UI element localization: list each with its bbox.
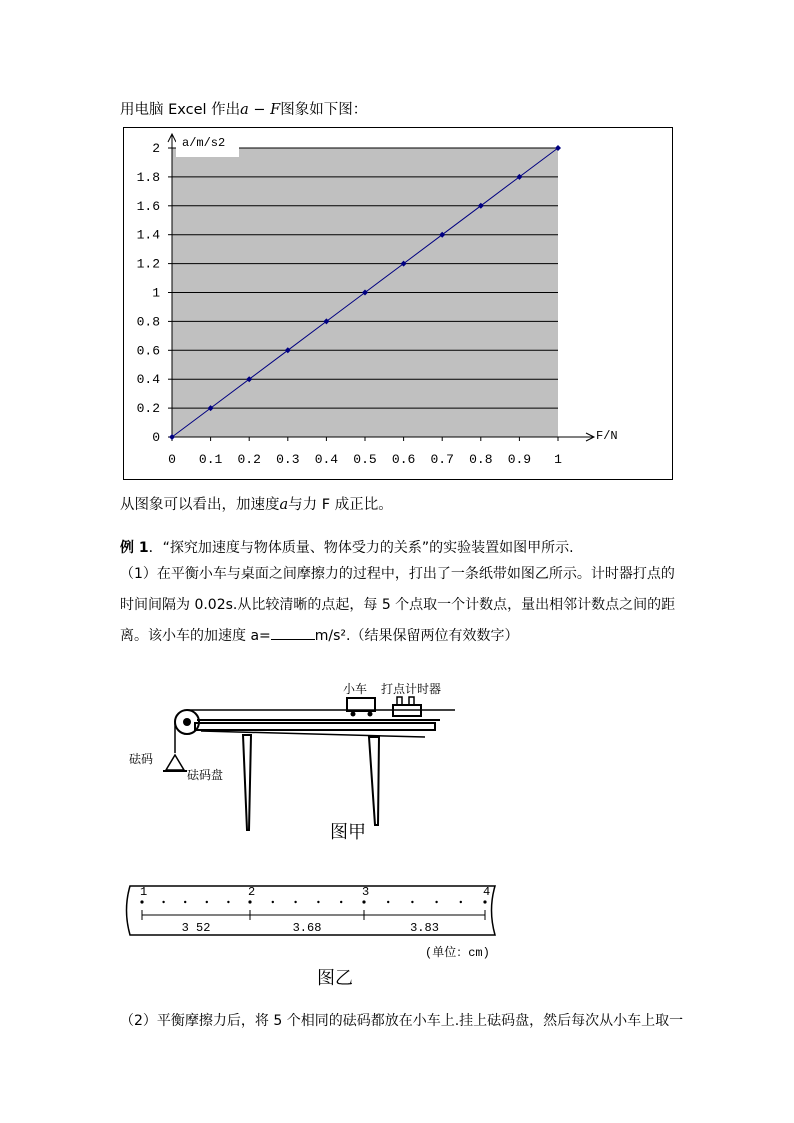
intro-formula: a − F: [240, 102, 281, 118]
label-timer: 打点计时器: [381, 683, 442, 697]
intro-prefix: 用电脑 Excel 作出: [120, 102, 241, 118]
caption-b: 图乙: [317, 970, 353, 990]
q1-line3: [120, 625, 518, 645]
example-title: [120, 537, 574, 557]
x-tick-label: 0.7: [430, 452, 454, 467]
intro-suffix: 图象如下图：: [280, 102, 368, 118]
x-tick-label: 0.8: [469, 452, 493, 467]
example-label: 例 1: [120, 540, 149, 556]
count-point: [140, 900, 143, 903]
q2-line1: （2）平衡摩擦力后，将 5 个相同的砝码都放在小车上.挂上砝码盘，然后每次从小车上取一: [120, 1013, 684, 1029]
example-title-text: ．“探究加速度与物体质量、物体受力的关系”的实验装置如图甲所示.: [148, 540, 574, 556]
y-tick-label: 0.4: [136, 372, 160, 388]
board-end: [201, 731, 425, 737]
answer-blank: [271, 627, 315, 640]
y-tick-label: 2: [152, 141, 160, 156]
a-f-chart: [124, 128, 672, 479]
tape-dot: [184, 901, 186, 903]
count-point-label: 3: [362, 885, 370, 899]
conclusion-prefix: 从图象可以看出，加速度: [120, 497, 280, 513]
figure-b: [120, 880, 510, 990]
tape-dot: [317, 901, 319, 903]
tape-unit: (单位：cm): [425, 946, 490, 960]
y-tick-label: 1.8: [136, 169, 160, 185]
conclusion-a: a: [279, 497, 289, 513]
count-point-label: 4: [483, 885, 491, 899]
weight-pan: [166, 755, 184, 770]
tape-dot: [340, 901, 342, 903]
x-tick-label: 0.4: [314, 452, 339, 467]
cart: [347, 698, 375, 711]
y-tick-label: 1.6: [136, 198, 160, 214]
count-point-label: 1: [140, 885, 148, 899]
y-tick-label: 1.2: [136, 256, 160, 272]
y-axis-label: a/m/s2: [182, 136, 226, 150]
y-tick-label: 0.2: [136, 401, 160, 417]
label-cart: 小车: [343, 683, 368, 697]
caption-a: 图甲: [330, 824, 366, 844]
conclusion-suffix: 与力 F 成正比。: [288, 497, 393, 513]
x-tick-label: 0.2: [237, 452, 261, 467]
tape-dot: [227, 901, 229, 903]
table-top: [195, 723, 435, 730]
q1-line2: 时间间隔为 0.02s.从比较清晰的点起，每 5 个点取一个计数点，量出相邻计数点之间的距: [120, 597, 676, 613]
tape-dot: [294, 901, 296, 903]
q1-line1: （1）在平衡小车与桌面之间摩擦力的过程中，打出了一条纸带如图乙所示。计时器打点的: [120, 566, 675, 582]
x-tick-label: 0.1: [198, 452, 223, 467]
tape-dot: [411, 901, 413, 903]
count-point: [248, 900, 251, 903]
label-pan: 砝码盘: [187, 769, 224, 783]
tape-dot: [435, 901, 437, 903]
table-leg-right: [369, 737, 379, 825]
count-point-label: 2: [248, 885, 256, 899]
tape-dot: [387, 901, 389, 903]
conclusion-line: [120, 493, 393, 514]
label-weight: 砝码: [129, 753, 154, 767]
x-tick-label: 0.6: [391, 452, 416, 467]
y-tick-label: 1.4: [136, 227, 160, 243]
y-tick-label: 0: [152, 430, 160, 445]
q1-line3-prefix: 离。该小车的加速度 a=: [120, 628, 271, 644]
intro-line: [120, 98, 367, 119]
tape-dot: [272, 901, 274, 903]
x-tick-label: 0.3: [276, 452, 300, 467]
chart-frame: [123, 127, 673, 480]
y-tick-label: 0.6: [136, 343, 160, 359]
tape-dot: [162, 901, 164, 903]
x-tick-label: 1: [554, 452, 562, 467]
distance-label: 3.68: [292, 921, 322, 935]
table-leg-left: [243, 735, 251, 830]
x-tick-label: 0.5: [353, 452, 377, 467]
distance-label: 3.83: [410, 921, 439, 935]
count-point: [362, 900, 365, 903]
q1-line3-unit: m/s².（结果保留两位有效数字）: [314, 628, 519, 644]
tape-dot: [206, 901, 208, 903]
count-point: [483, 900, 486, 903]
distance-label: 3 52: [181, 921, 211, 935]
x-tick-label: 0: [168, 452, 176, 467]
tape-dot: [460, 901, 462, 903]
y-tick-label: 0.8: [136, 314, 160, 330]
x-tick-label: 0.9: [507, 452, 532, 467]
figure-a: [125, 675, 465, 850]
pulley-hub: [183, 718, 191, 726]
x-axis-label: F/N: [596, 429, 618, 443]
y-tick-label: 1: [152, 285, 160, 301]
